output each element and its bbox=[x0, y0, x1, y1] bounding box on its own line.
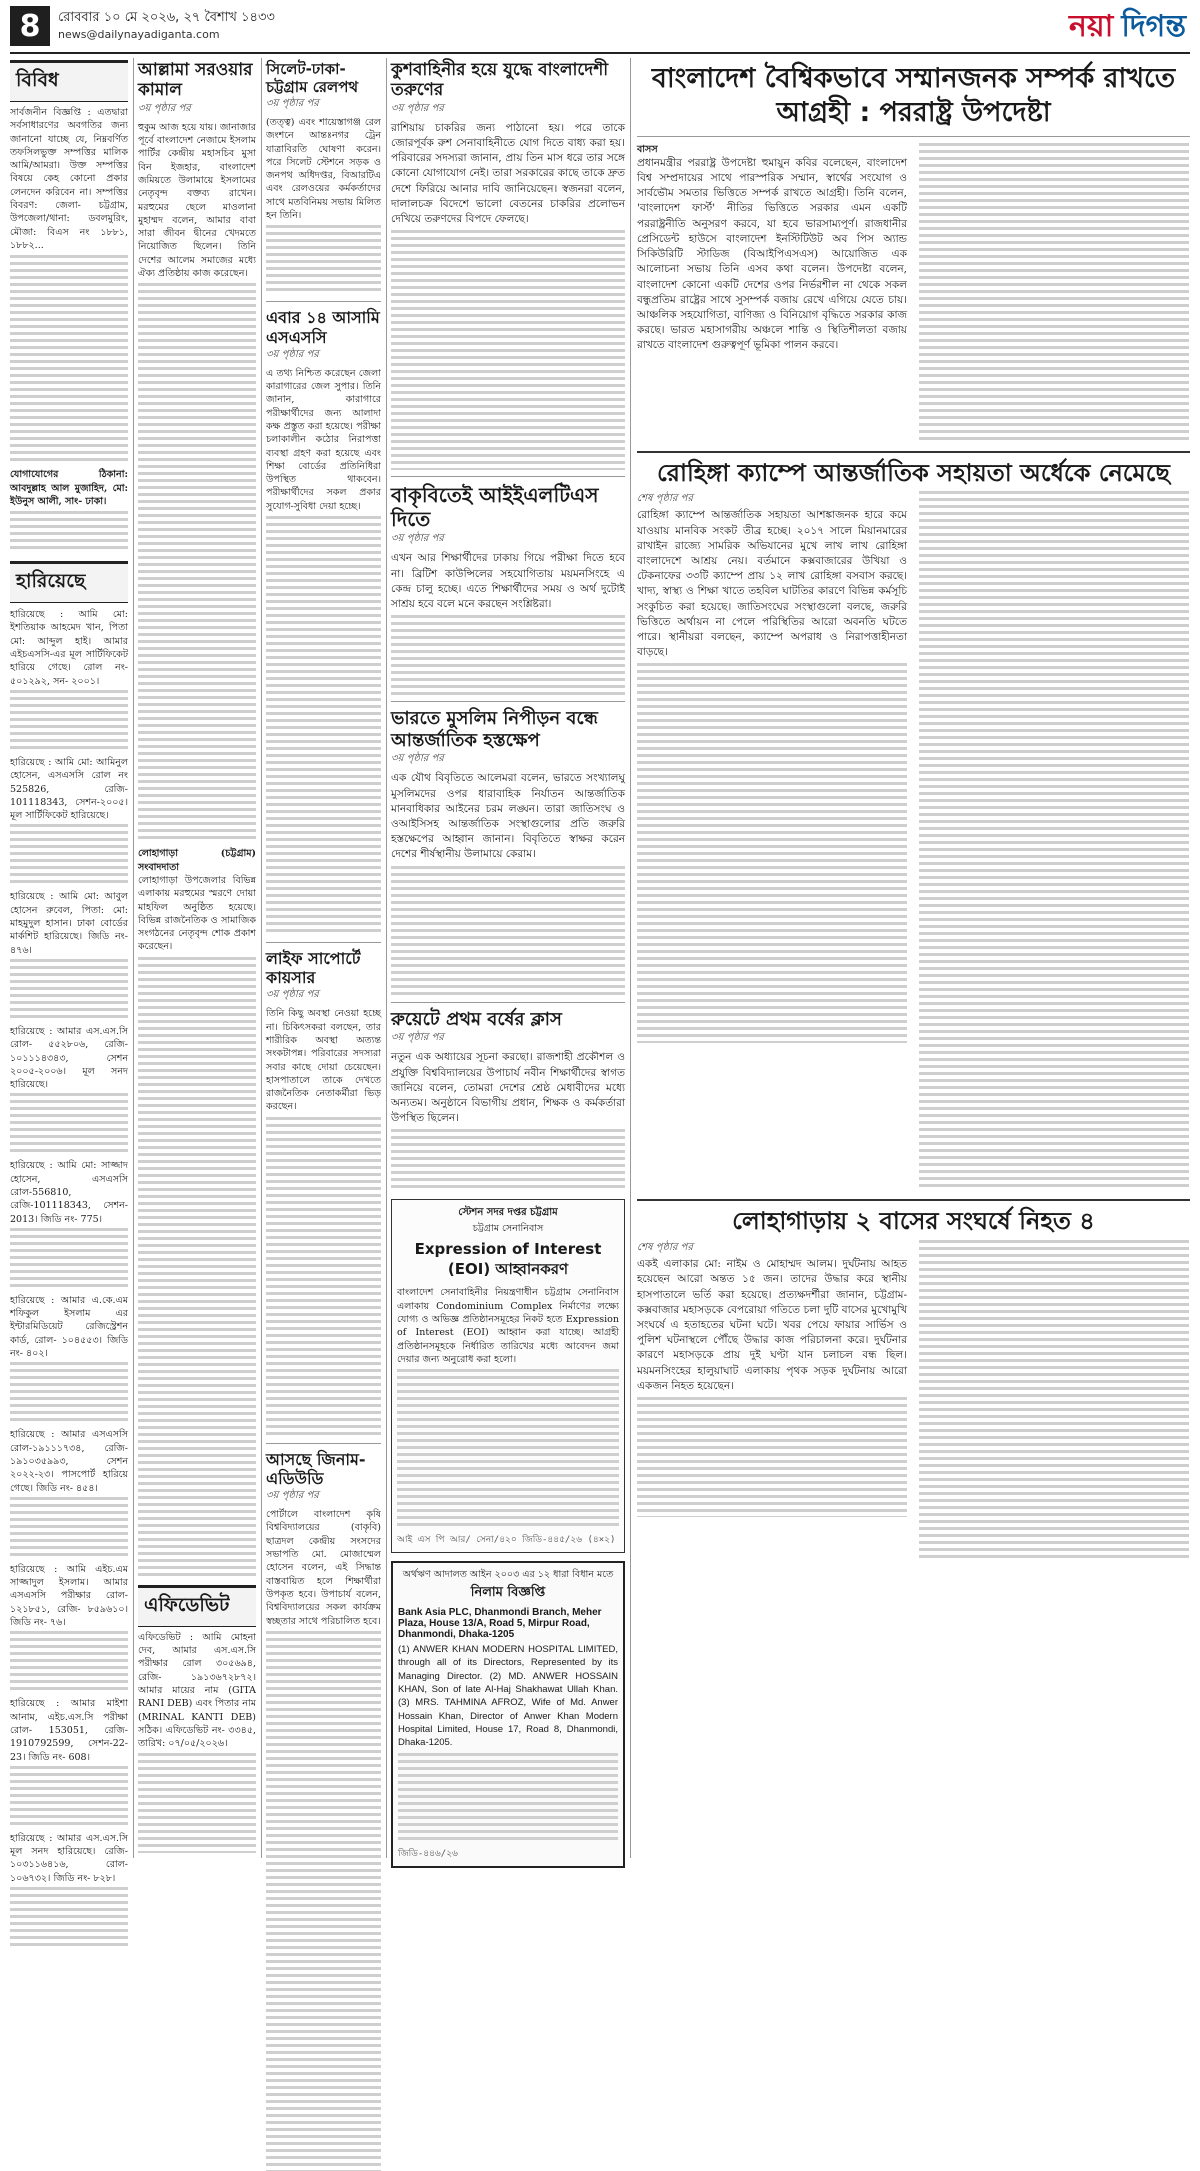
continued-from: ৩য় পৃষ্ঠার পর bbox=[266, 348, 319, 360]
auction-title: নিলাম বিজ্ঞপ্তি bbox=[470, 1585, 546, 1601]
divider bbox=[637, 136, 1190, 137]
continued-from: ৩য় পৃষ্ঠার পর bbox=[391, 1032, 444, 1044]
eoi-ref: আই এস পি আর/ সেনা/৪২০ জিডি-৪৪৫/২৬ (৪×২) bbox=[397, 1535, 616, 1546]
column-rule bbox=[261, 58, 262, 1858]
masthead-rule bbox=[10, 52, 1190, 54]
logo-part-diganta: দিগন্ত bbox=[1121, 8, 1186, 44]
column-three bbox=[266, 60, 381, 1860]
lost-item-lines bbox=[10, 1887, 128, 1947]
article-zinam-lines bbox=[266, 1631, 381, 2171]
lost-item: হারিয়েছে : আমি এইচ.এম সাজ্জাদুল ইসলাম। আমার এসএসসি পরীক্ষার রোল- ১২১৮৫১, রেজি- ৮৫৯৬১০। জিডি নং- ৭৬। bbox=[10, 1563, 128, 1629]
continued-from: ৩য় পৃষ্ঠার পর bbox=[391, 753, 444, 765]
continued-from: ৩য় পৃষ্ঠার পর bbox=[138, 102, 191, 114]
continued-from: ৩য় পৃষ্ঠার পর bbox=[266, 1490, 319, 1502]
auction-lines bbox=[398, 1753, 618, 1843]
article-ruet-text: নতুন এক অধ্যায়ের সূচনা করছো। রাজশাহী প্রকৌশল ও প্রযুক্তি বিশ্ববিদ্যালয়ের উপাচার্য নবীন শিক্ষার্থীদের স্বাগত জানিয়ে বলেন, তোমরা দেশের শ্রেষ্ঠ মেধাবীদের মধ্যে অন্যতম। অনুষ্ঠানে বিভাগীয় প্রধান, শিক্ষক ও কর্মকর্তারা উপস্থিত ছিলেন। bbox=[391, 1051, 625, 1125]
bus-col bbox=[637, 1240, 907, 1560]
article-bus-lines bbox=[637, 1397, 907, 1517]
eoi-org: স্টেশন সদর দপ্তর চট্টগ্রাম bbox=[458, 1207, 558, 1219]
headline-rohingya: রোহিঙ্গা ক্যাম্পে আন্তর্জাতিক সহায়তা অর্ধেকে নেমেছে bbox=[657, 458, 1170, 487]
main-article-col bbox=[637, 143, 907, 443]
rohingya-col bbox=[637, 491, 907, 1191]
continued-from: ৩য় পৃষ্ঠার পর bbox=[266, 989, 319, 1001]
article-ruet-lines bbox=[391, 1129, 625, 1189]
divider bbox=[391, 476, 625, 477]
article-main-text: প্রধানমন্ত্রীর পররাষ্ট্র উপদেষ্টা হুমায়ুন কবির বলেছেন, বাংলাদেশ বিশ্ব সম্প্রদায়ের সাথে পারস্পরিক সম্মান, স্বার্থের সংযোগ ও সার্বভৌম সমতার ভিত্তিতে সম্পর্ক রাখতে আগ্রহী। তিনি বলেন, 'বাংলাদেশ ফার্স্ট' নীতির ভিত্তিতে সরকার এমন একটি পররাষ্ট্রনীতি অনুসরণ করবে, যা হবে ভারসাম্যপূর্ণ। রাজধানীর প্রেসিডেন্ট হাউসে বাংলাদেশ ইনস্টিটিউট অব পিস অ্যান্ড সিকিউরিটি স্টাডিজ (বিআইপিএসএস) আয়োজিত এক আলোচনা সভায় তিনি এসব কথা বলেন। উপদেষ্টা বলেন, বাংলাদেশ কোনো একটি দেশের ওপর নির্ভরশীল না থেকে সকল বন্ধুপ্রতিম রাষ্ট্রের সাথে সুসম্পর্ক বজায় রেখে এগিয়ে যেতে চায়। আঞ্চলিক সহযোগিতা, বাণিজ্য ও বিনিয়োগ বৃদ্ধিতে সরকার কাজ করছে। ভারত মহাসাগরীয় অঞ্চলে শান্তি ও স্থিতিশীলতা বজায় রাখতে বাংলাদেশ গুরুত্বপূর্ণ ভূমিকা পালন করবে। bbox=[637, 156, 907, 352]
main-article-columns bbox=[637, 143, 1190, 443]
article-rail-lines bbox=[266, 225, 381, 295]
article-bus-lines-2 bbox=[919, 1240, 1189, 1560]
article-main-lines bbox=[919, 143, 1189, 443]
lost-item: হারিয়েছে : আমি মো: আমিনুল হোসেন, এসএসসি রোল নং 525826, রেজি- 101118343, সেশন-২০০৫। মূল সার্টিফিকেট হারিয়েছে। bbox=[10, 756, 128, 822]
divider bbox=[637, 1199, 1190, 1201]
article-baku-text: এখন আর শিক্ষার্থীদের ঢাকায় গিয়ে পরীক্ষা দিতে হবে না। ব্রিটিশ কাউন্সিলের সহযোগিতায় ময়মনসিংহে এ কেন্দ্র চালু হচ্ছে। এতে শিক্ষার্থীদের সময় ও অর্থ দুটোই সাশ্রয় হবে বলে মনে করছেন সংশ্লিষ্টরা। bbox=[391, 552, 625, 610]
column-allama bbox=[138, 60, 256, 1860]
article-baku-lines bbox=[391, 615, 625, 695]
lost-item: হারিয়েছে : আমি মো: আবুল হোসেন রুবেল, পিতা: মো: মাহমুদুল হাসান। ঢাকা বোর্ডের মার্কশিট হারিয়েছে। জিডি নং- ৪৭৬। bbox=[10, 891, 128, 956]
auction-bank: Bank Asia PLC, Dhanmondi Branch, Meher Plaza, House 13/A, Road 5, Mirpur Road, Dhanmondi, Dhaka-1205 bbox=[398, 1607, 602, 1641]
bus-columns bbox=[637, 1240, 1190, 1560]
article-rohingya-lines-2 bbox=[919, 491, 1189, 1191]
lohagara-text: লোহাগাড়া উপজেলার বিভিন্ন এলাকায় মরহুমের স্মরণে দোয়া মাহফিল অনুষ্ঠিত হয়েছে। বিভিন্ন রাজনৈতিক ও সামাজিক সংগঠনের নেতৃবৃন্দ শোক প্রকাশ করেছেন। bbox=[138, 874, 256, 953]
eoi-org-sub: চট্টগ্রাম সেনানিবাস bbox=[472, 1223, 544, 1235]
lost-item: হারিয়েছে : আমি মো: ইশতিয়াক আহমেদ খান, পিতা মো: আব্দুল হাই। আমার এইচএসসি-এর মূল সার্টিফিকেট হারিয়ে গেছে। রোল নং- ৫০১২৯২, সন- ২০০১। bbox=[10, 609, 128, 687]
affidavit-text: এফিডেভিট : আমি মোহনা দেব, আমার এস.এস.সি পরীক্ষার রোল ৩০৫৬৯৪, রেজি- ১৯১৩৬৭২৮৭২। আমার মায়ের নাম (GITA RANI DEB) এবং পিতার নাম (MRINAL KANTI DEB) সঠিক। এফিডেভিট নং- ৩৩৪৫, তারিখ: ০৭/০৫/২০২৬। bbox=[138, 1631, 256, 1750]
auction-text: (1) ANWER KHAN MODERN HOSPITAL LIMITED, through all of its Directors, Represented by its Managing Director. (2) MD. ANWER HOSSAIN KHAN, Son of late Al-Haj Shakhawat Ullah Khan. (3) MRS. TAHMINA AFROZ, Wife of Md. Anwer Hossain Khan, Director of Anwer Khan Modern Hospital Limited, House 17, Road 8, Dhanmondi, Dhaka-1205. bbox=[398, 1644, 618, 1749]
website[interactable]: news@dailynayadiganta.com bbox=[58, 28, 220, 41]
continued-from: শেষ পৃষ্ঠার পর bbox=[637, 493, 693, 505]
main-byline: বাসস bbox=[637, 143, 658, 155]
divider bbox=[266, 301, 381, 302]
lost-item: হারিয়েছে : আমি মো: সাজ্জাদ হোসেন, এসএসসি রোল-556810, রেজি-101118343, সেশন- 2013। জিডি নং- 775। bbox=[10, 1160, 128, 1225]
bibidh-text: সার্বজনীন বিজ্ঞপ্তি : এতদ্বারা সর্বসাধারণের অবগতির জন্য জানানো যাচ্ছে যে, নিম্নবর্ণিত তফসিলভুক্ত সম্পত্তির মালিক আমি/আমরা। উক্ত সম্পত্তির বিষয়ে কেহ কোনো প্রকার লেনদেন করিবেন না। সম্পত্তির বিবরণ: জেলা- চট্টগ্রাম, উপজেলা/থানা: ডবলমুরিং, মৌজা: বিএস নং ১৮৮১, ১৮৮২... bbox=[10, 107, 128, 251]
eoi-notice bbox=[391, 1199, 625, 1553]
headline-life-support: লাইফ সাপোর্টে কায়সার bbox=[266, 949, 361, 988]
headline-bus-crash: লোহাগাড়ায় ২ বাসের সংঘর্ষে নিহত ৪ bbox=[732, 1207, 1095, 1236]
newspaper-logo bbox=[1069, 6, 1186, 48]
headline-14-accused: এবার ১৪ আসামি এসএসসি bbox=[266, 308, 380, 347]
article-bus-text: একই এলাকার মো: নাইম ও মোহাম্মদ আলম। দুর্ঘটনায় আহত হয়েছেন আরো অন্তত ১৫ জন। তাদের উদ্ধার করে স্থানীয় হাসপাতালে ভর্তি করা হয়েছে। প্রত্যক্ষদর্শীরা জানান, চট্টগ্রাম-কক্সবাজার মহাসড়কে বেপরোয়া গতিতে চলা দুটি বাসের মুখোমুখি সংঘর্ষে এ হতাহতের ঘটনা ঘটে। খবর পেয়ে ফায়ার সার্ভিস ও পুলিশ ঘটনাস্থলে পৌঁছে উদ্ধার কাজ পরিচালনা করে। দুর্ঘটনার কারণে মহাসড়কে প্রায় দুই ঘণ্টা যান চলাচল বন্ধ ছিল। ময়মনসিংহের হালুয়াঘাট এলাকায় পৃথক সড়ক দুর্ঘটনায় আরো একজন নিহত হয়েছেন। bbox=[637, 1258, 907, 1392]
article-14-text: এ তথ্য নিশ্চিত করেছেন জেলা কারাগারের জেল সুপার। তিনি জানান, কারাগারে পরীক্ষার্থীদের জন্য আলাদা কক্ষ প্রস্তুত করা হয়েছে। পরীক্ষা চলাকালীন কঠোর নিরাপত্তা ব্যবস্থা গ্রহণ করা হয়েছে এবং শিক্ষা বোর্ডের প্রতিনিধিরা উপস্থিত থাকবেন। পরীক্ষার্থীদের সকল প্রকার সুযোগ-সুবিধা দেয়া হচ্ছে। bbox=[266, 367, 381, 512]
auction-law: অর্থঋণ আদালত আইন ২০০৩ এর ১২ ধারা বিধান মতে bbox=[402, 1569, 614, 1581]
headline-zinam: আসছে জিনাম-এডিউডি bbox=[266, 1449, 366, 1488]
lost-item-lines bbox=[10, 1093, 128, 1153]
lost-item-lines bbox=[10, 1631, 128, 1691]
article-kush-lines bbox=[391, 230, 625, 470]
continued-from: ৩য় পৃষ্ঠার পর bbox=[391, 102, 444, 114]
issue-date: রোববার ১০ মে ২০২৬, ২৭ বৈশাখ ১৪৩৩ bbox=[58, 10, 275, 25]
article-rohingya-text: রোহিঙ্গা ক্যাম্পে আন্তর্জাতিক সহায়তা আশঙ্কাজনক হারে কমে যাওয়ায় মানবিক সংকট তীব্র হচ্ছে। ২০১৭ সালে মিয়ানমারের রাখাইন রাজ্যে সামরিক অভিযানের মুখে লাখ লাখ রোহিঙ্গা বাংলাদেশে আশ্রয় নেয়। বর্তমানে কক্সবাজারের উখিয়া ও টেকনাফের ৩৩টি ক্যাম্পে প্রায় ১২ লাখ রোহিঙ্গা বসবাস করছে। খাদ্য, স্বাস্থ্য ও শিক্ষা খাতে তহবিল ঘাটতির কারণে বিভিন্ন কর্মসূচি সংকুচিত করা হয়েছে। জাতিসংঘের সংস্থাগুলো বলছে, জরুরি ভিত্তিতে অর্থায়ন না পেলে পরিস্থিতির আরো অবনতি ঘটতে পারে। স্থানীয়রা বলছেন, ক্যাম্পে অপরাধ ও নিরাপত্তাহীনতা বাড়ছে। bbox=[637, 509, 907, 659]
headline-rail: সিলেট-ঢাকা-চট্টগ্রাম রেলপথ bbox=[266, 60, 359, 96]
bibidh-contact: যোগাযোগের ঠিকানা: আবদুল্লাহ আল মুজাহিদ, মো: ইউনুস আলী, সাং- ঢাকা। bbox=[10, 469, 128, 507]
lost-item: হারিয়েছে : আমার এস.এস.সি রোল- ৫৫২৮০৬, রেজি- ১০১১১৪৩৪৩, সেশন ২০০৫-২০০৬। মূল সনদ হারিয়েছে। bbox=[10, 1025, 128, 1091]
lohagara-dateline: লোহাগাড়া (চট্টগ্রাম) সংবাদদাতা bbox=[138, 848, 256, 873]
lost-item-lines bbox=[10, 1228, 128, 1288]
article-rail-text: (তত্ত্ব) এবং শায়েস্তাগঞ্জ রেল জংশনে আন্তঃনগর ট্রেন যাত্রাবিরতি ঘোষণা করেন। পরে সিলেট স্টেশনে সড়ক ও জনপথ অধিদপ্তর, বিআরটিএ এবং রেলওয়ের কর্মকর্তাদের সাথে মতবিনিময় সভায় মিলিত হন তিনি। bbox=[266, 117, 381, 222]
lost-item-lines bbox=[10, 1362, 128, 1422]
article-allama-body-lines bbox=[138, 283, 256, 843]
divider bbox=[266, 1443, 381, 1444]
lost-title: হারিয়েছে bbox=[10, 561, 128, 603]
lost-item: হারিয়েছে : আমার এসএসসি রোল-১৯১১১৭৩৪, রেজি- ১৯১০৩৫৯৯৩, সেশন ২০২২-২৩। পাসপোর্ট হারিয়ে গেছে। জিডি নং- ৪৫৪। bbox=[10, 1429, 128, 1494]
eoi-lines bbox=[397, 1369, 619, 1529]
divider bbox=[391, 701, 625, 702]
divider bbox=[637, 451, 1190, 453]
lost-item: হারিয়েছে : আমার এস.এস.সি মূল সনদ হারিয়েছে। রেজি- ১০৩১১৬৪১৬, রোল- ১০৬৭৩২। জিডি নং- ৮২৮। bbox=[10, 1832, 128, 1884]
bibidh-contact-lines bbox=[10, 511, 128, 551]
eoi-title: Expression of Interest (EOI) আহ্বানকরণ bbox=[414, 1240, 602, 1279]
bibidh-title: বিবিধ bbox=[10, 60, 128, 102]
column-four bbox=[391, 60, 625, 1860]
article-bharat-text: এক যৌথ বিবৃতিতে আলেমরা বলেন, ভারতে সংখ্যালঘু মুসলিমদের ওপর ধারাবাহিক নির্যাতন আন্তর্জাতিক মানবাধিকার আইনের চরম লঙ্ঘন। তারা জাতিসংঘ ও ওআইসিসহ আন্তর্জাতিক সংস্থাগুলোর প্রতি জরুরি হস্তক্ষেপের আহ্বান জানান। বিবৃতিতে স্বাক্ষর করেন দেশের শীর্ষস্থানীয় উলামায়ে কেরাম। bbox=[391, 772, 625, 861]
article-allama-text: হুকুম আজ হয়ে যায়। জানাজার পূর্বে বাংলাদেশ নেজামে ইসলাম পার্টির কেন্দ্রীয় মহাসচিব মুসা বিন ইজহার, বাংলাদেশ জমিয়তে উলামায়ে ইসলামের নেতৃবৃন্দ বক্তব্য রাখেন। মরহুমের ছেলে মাওলানা মুহাম্মদ বলেন, আমার বাবা সারা জীবন দ্বীনের খেদমতে নিয়োজিত ছিলেন। তিনি দেশের আলেম সমাজের মধ্যে ঐক্য প্রতিষ্ঠায় কাজ করেছেন। bbox=[138, 121, 256, 280]
classified-column bbox=[10, 60, 128, 1884]
lost-item-lines bbox=[10, 1497, 128, 1557]
article-14-lines bbox=[266, 516, 381, 936]
headline-baku: বাকৃবিতেই আইইএলটিএস দিতে bbox=[391, 483, 599, 532]
headline-kush: কুশবাহিনীর হয়ে যুদ্ধে বাংলাদেশী তরুণের bbox=[391, 60, 609, 101]
continued-from: শেষ পৃষ্ঠার পর bbox=[637, 1242, 693, 1254]
article-kush-text: রাশিয়ায় চাকরির জন্য পাঠানো হয়। পরে তাকে জোরপূর্বক রুশ সেনাবাহিনীতে যোগ দিতে বাধ্য করা হয়। পরিবারের সদস্যরা জানান, প্রায় তিন মাস ধরে তার সঙ্গে কোনো যোগাযোগ নেই। তারা সরকারের কাছে তাকে দ্রুত দেশে ফিরিয়ে আনার দাবি জানিয়েছেন। স্বজনরা বলেন, দালালচক্র বিদেশে ভালো বেতনের চাকরির প্রলোভন দেখিয়ে তরুণদের বিপদে ফেলছে। bbox=[391, 121, 625, 226]
lost-item: হারিয়েছে : আমার এ.কে.এম শফিকুল ইসলাম এর ইন্টারমিডিয়েট রেজিস্ট্রেশন কার্ড, রোল- ১০৪৫৫৩। জিডি নং- ৪০২। bbox=[10, 1294, 128, 1360]
bus-col-2 bbox=[919, 1240, 1189, 1560]
lost-item-lines bbox=[10, 690, 128, 750]
auction-notice bbox=[391, 1561, 625, 1867]
article-life-lines bbox=[266, 1117, 381, 1437]
affidavit-lines bbox=[138, 1753, 256, 1853]
article-rohingya-lines bbox=[637, 663, 907, 1043]
right-block bbox=[637, 62, 1190, 1852]
eoi-text: বাংলাদেশ সেনাবাহিনীর নিয়ন্ত্রণাধীন চট্টগ্রাম সেনানিবাস এলাকায় Condominium Complex নির্মাণের লক্ষ্যে যোগ্য ও অভিজ্ঞ প্রতিষ্ঠানসমূহের নিকট হতে Expression of Interest (EOI) আহ্বান করা যাচ্ছে। আগ্রহী প্রতিষ্ঠানসমূহকে নির্ধারিত তারিখের মধ্যে আবেদন জমা দেয়ার জন্য অনুরোধ করা হলো। bbox=[397, 1287, 619, 1365]
lost-item-lines bbox=[10, 824, 128, 884]
auction-ref: জিডি-৪৪৬/২৬ bbox=[398, 1848, 458, 1859]
lost-item: হারিয়েছে : আমার মাইশা আনাম, এইচ.এস.সি পরীক্ষা রোল- 153051, রেজি- 1910792599, সেশন-22-23। জিডি নং- 608। bbox=[10, 1698, 128, 1763]
page-number: 8 bbox=[10, 6, 50, 46]
column-rule bbox=[133, 58, 134, 1858]
logo-part-naya: নয়া bbox=[1069, 8, 1114, 44]
headline-main: বাংলাদেশ বৈশ্বিকভাবে সম্মানজনক সম্পর্ক রাখতে আগ্রহী : পররাষ্ট্র উপদেষ্টা bbox=[651, 63, 1176, 128]
lost-item-lines bbox=[10, 959, 128, 1019]
column-rule bbox=[386, 58, 387, 1858]
continued-from: ৩য় পৃষ্ঠার পর bbox=[391, 533, 444, 545]
rohingya-columns bbox=[637, 491, 1190, 1191]
headline-allama: আল্লামা সরওয়ার কামাল bbox=[138, 60, 253, 101]
affidavit-title: এফিডেভিট bbox=[138, 1585, 256, 1627]
divider bbox=[391, 1002, 625, 1003]
article-life-text: তিনি কিছু অবস্থা নেওয়া হচ্ছে না। চিকিৎসকরা বলছেন, তার শারীরিক অবস্থা অত্যন্ত সংকটাপন্ন। পরিবারের সদস্যরা সবার কাছে দোয়া চেয়েছেন। হাসপাতালে তাকে দেখতে রাজনৈতিক নেতাকর্মীরা ভিড় করছেন। bbox=[266, 1008, 381, 1113]
lohagara-body-lines bbox=[138, 957, 256, 1577]
article-zinam-text: পোর্টালে বাংলাদেশ কৃষি বিশ্ববিদ্যালয়ের (বাকৃবি) ছাত্রদল কেন্দ্রীয় সংসদের সভাপতি মো. মোজাম্মেল হোসেন বলেন, এই সিদ্ধান্ত বাস্তবায়িত হলে শিক্ষার্থীরা উপকৃত হবে। উপাচার্য বলেন, বিশ্ববিদ্যালয়ের সকল কার্যক্রম স্বচ্ছতার সাথে পরিচালিত হবে। bbox=[266, 1509, 381, 1627]
main-article-col-2 bbox=[919, 143, 1189, 443]
lost-item-lines bbox=[10, 1766, 128, 1826]
continued-from: ৩য় পৃষ্ঠার পর bbox=[266, 98, 319, 109]
column-rule bbox=[630, 58, 631, 1858]
headline-bharat: ভারতে মুসলিম নিপীড়ন বন্ধে আন্তর্জাতিক হস্তক্ষেপ bbox=[391, 708, 598, 751]
bibidh-body-lines bbox=[10, 255, 128, 465]
headline-ruet: রুয়েটে প্রথম বর্ষের ক্লাস bbox=[391, 1008, 562, 1030]
divider bbox=[266, 942, 381, 943]
rohingya-col-2 bbox=[919, 491, 1189, 1191]
article-bharat-lines bbox=[391, 866, 625, 996]
